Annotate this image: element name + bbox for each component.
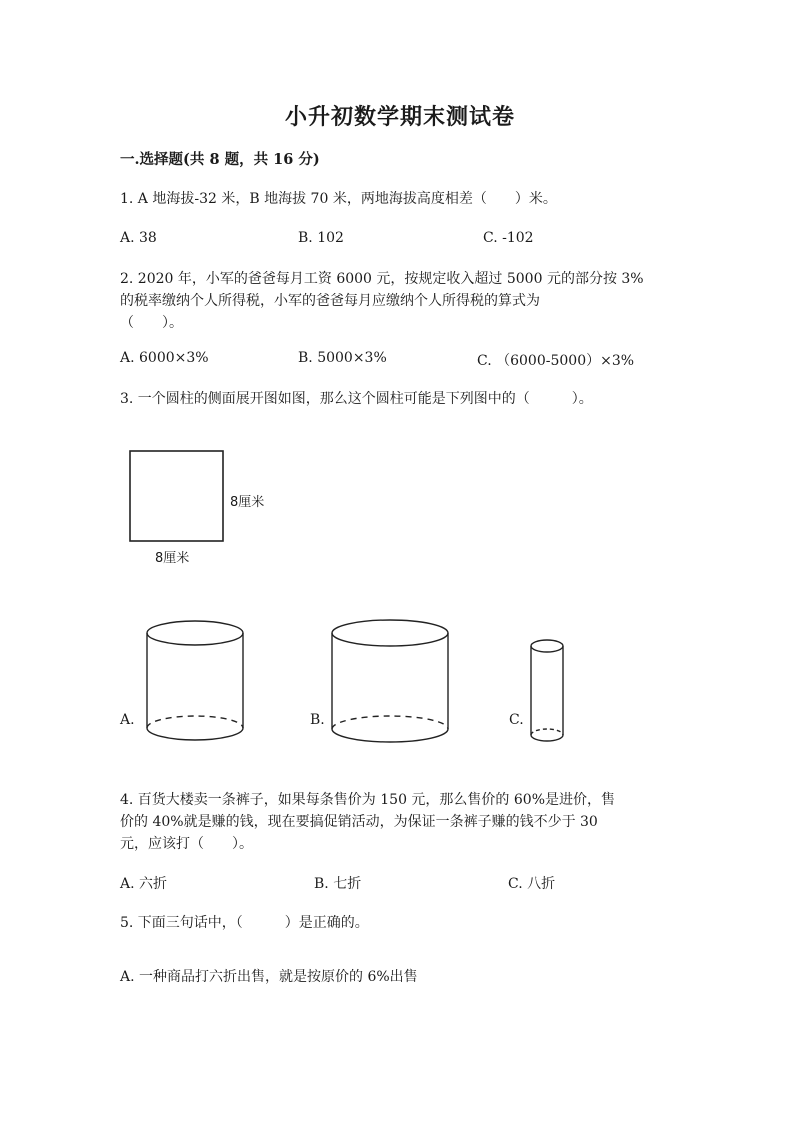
q3-option-c[interactable]: C. xyxy=(509,712,524,728)
page-title: 小升初数学期末测试卷 xyxy=(284,104,515,130)
q4-option-c[interactable]: C. 八折 xyxy=(508,876,556,892)
net-bottom-label: 8厘米 xyxy=(155,551,190,566)
net-side-label: 8厘米 xyxy=(230,495,265,510)
section-heading: 一.选择题(共 8 题，共 16 分) xyxy=(120,151,320,168)
q4-option-b[interactable]: B. 七折 xyxy=(314,876,362,892)
question-1-stem: 1. A 地海拔-32 米，B 地海拔 70 米，两地海拔高度相差（ ）米。 xyxy=(120,191,557,207)
q5-option-a[interactable]: A. 一种商品打六折出售，就是按原价的 6%出售 xyxy=(120,969,418,985)
question-3-stem: 3. 一个圆柱的侧面展开图如图，那么这个圆柱可能是下列图中的（ ）。 xyxy=(120,391,593,407)
q3-option-a[interactable]: A. xyxy=(120,712,135,728)
cylinder-c xyxy=(531,640,563,741)
question-4-stem-line2: 价的 40%就是赚的钱，现在要搞促销活动，为保证一条裤子赚的钱不少于 30 xyxy=(120,814,598,830)
question-2-stem-line3: （ ）。 xyxy=(120,315,183,331)
cylinder-b xyxy=(332,620,448,742)
question-5-stem: 5. 下面三句话中，（ ）是正确的。 xyxy=(120,915,369,931)
question-4-stem-line3: 元，应该打（ ）。 xyxy=(120,836,253,852)
cylinder-net-square xyxy=(130,451,223,541)
question-4-stem-line1: 4. 百货大楼卖一条裤子，如果每条售价为 150 元，那么售价的 60%是进价，售 xyxy=(120,792,615,808)
q1-option-b[interactable]: B. 102 xyxy=(298,230,344,246)
q1-option-c[interactable]: C. -102 xyxy=(483,230,534,246)
question-2-stem-line2: 的税率缴纳个人所得税，小军的爸爸每月应缴纳个人所得税的算式为 xyxy=(120,293,540,309)
q4-option-a[interactable]: A. 六折 xyxy=(120,876,168,892)
question-2-stem-line1: 2. 2020 年，小军的爸爸每月工资 6000 元，按规定收入超过 5000 元的部分按 3% xyxy=(120,271,644,287)
q2-option-a[interactable]: A. 6000×3% xyxy=(120,350,209,366)
q2-option-c[interactable]: C. （6000-5000）×3% xyxy=(477,353,635,369)
cylinder-a xyxy=(147,621,243,740)
q1-option-a[interactable]: A. 38 xyxy=(120,230,157,246)
q2-option-b[interactable]: B. 5000×3% xyxy=(298,350,387,366)
q3-option-b[interactable]: B. xyxy=(310,712,325,728)
